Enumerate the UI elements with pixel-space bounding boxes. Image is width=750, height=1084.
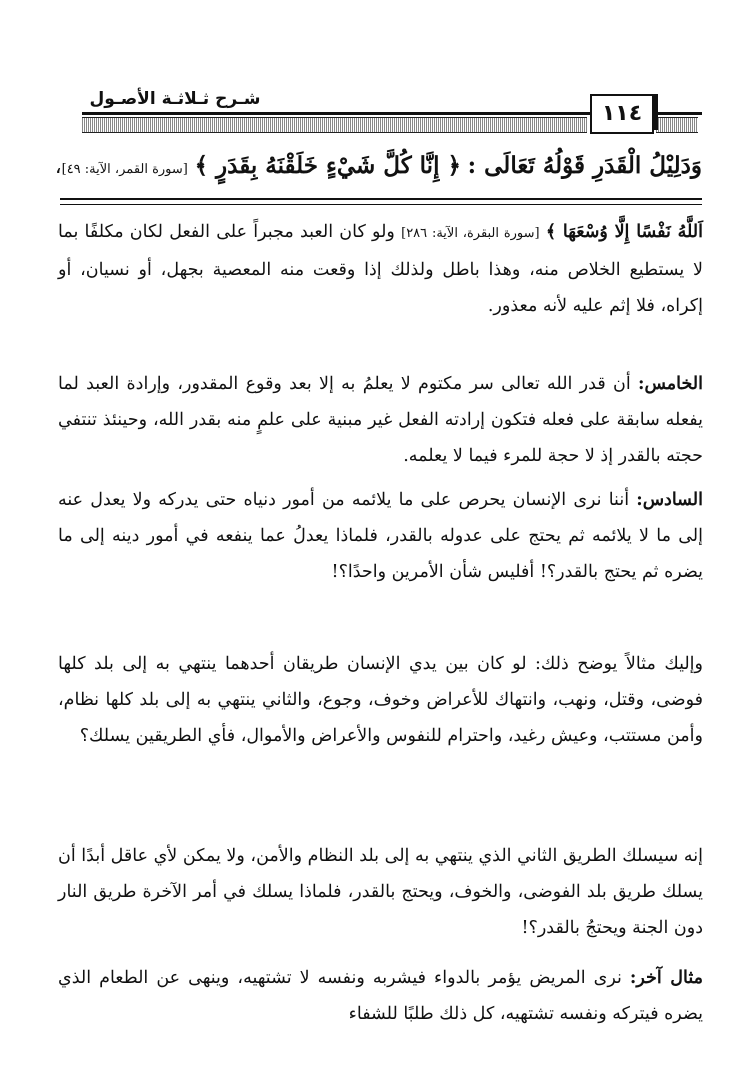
paragraph: [58, 960, 703, 1032]
running-header-title: شـرح ثـلاثـة الأصـول: [89, 89, 261, 109]
paragraph-text: إنه سيسلك الطريق الثاني الذي ينتهي به إلى بلد النظام والأمن، ولا يمكن لأي عاقل أبدًا أن يسلك طريق بلد الفوضى، والخوف، ويحتج بالقدر، فلماذا يسلك في أمر الآخرة طريق النار دون الجنة ويحتجُ بالقدر؟!: [58, 846, 703, 938]
paragraph: [58, 646, 703, 754]
paragraph-lead: مثال آخر:: [629, 968, 703, 988]
paragraph-text: وإليك مثالاً يوضح ذلك: لو كان بين يدي الإنسان طريقان أحدهما ينتهي به إلى بلد كلها فوضى، وقتل، ونهب، وانتهاك للأعراض وخوف، وجوع، والثاني ينتهي به إلى بلد كلها نظام، وأمن مستتب، وعيش رغيد، واحترام للنفوس والأعراض والأموال، فأي الطريقين يسلك؟: [58, 654, 703, 746]
verse-reference: [سورة القمر، الآية: ٤٩]: [61, 162, 188, 177]
header-decorative-strip-right: [656, 117, 698, 133]
paragraph-text: أن قدر الله تعالى سر مكتوم لا يعلمُ به إلا بعد وقوع المقدور، وإرادة العبد لما يفعله سابقة على فعله فتكون إرادته الفعل غير مبنية على علمٍ منه بقدر الله، وحينئذ تنتفي حجته بالقدر إذ لا حجة للمرء فيما لا يعلمه.: [58, 374, 703, 466]
page-number: ١١٤: [590, 94, 654, 134]
paragraph-text: أننا نرى الإنسان يحرص على ما يلائمه من أمور دنياه حتى يدركه ولا يعدل عنه إلى ما لا يلائمه ثم يحتج على عدوله بالقدر، فلماذا يعدلُ عما ينفعه في أمور دينه إلى ما يضره ثم يحتج بالقدر؟! أفليس شأن الأمرين واحدًا؟!: [58, 490, 703, 582]
section-divider: [60, 198, 702, 200]
paragraph: [58, 366, 703, 474]
matn-intro: وَدَلِيْلُ الْقَدَرِ قَوْلُهُ تَعَالَى :: [467, 152, 702, 179]
header-decorative-strip: [82, 117, 587, 133]
quran-verse: اَللَّهُ نَفْسًا إِلَّا وُسْعَهَا ﴾: [545, 222, 703, 242]
paragraph: [58, 214, 703, 324]
paragraph-text: ولو كان العبد مجبراً على الفعل لكان مكلفًا بما لا يستطيع الخلاص منه، وهذا باطل ولذلك إذا وقعت منه المعصية بجهل، أو نسيان، أو إكراه، فلا إثم عليه لأنه معذور.: [58, 222, 703, 316]
paragraph-lead: السادس:: [636, 490, 703, 510]
page-number-tick: [652, 94, 658, 130]
verse-reference: [سورة البقرة، الآية: ٢٨٦]: [401, 226, 540, 241]
quran-verse: ﴿ إِنَّا كُلَّ شَيْءٍ خَلَقْنَهُ بِقَدَرٍ ﴾: [194, 152, 461, 179]
paragraph-lead: الخامس:: [638, 374, 703, 394]
paragraph: [58, 838, 703, 946]
paragraph: [58, 482, 703, 590]
quote-tail: ،: [54, 154, 62, 178]
section-divider-thin: [60, 204, 702, 205]
matn-quote-line: [54, 144, 702, 188]
paragraph-text: نرى المريض يؤمر بالدواء فيشربه ونفسه لا تشتهيه، وينهى عن الطعام الذي يضره فيتركه ونفسه تشتهيه، كل ذلك طلبًا للشفاء: [58, 968, 703, 1024]
